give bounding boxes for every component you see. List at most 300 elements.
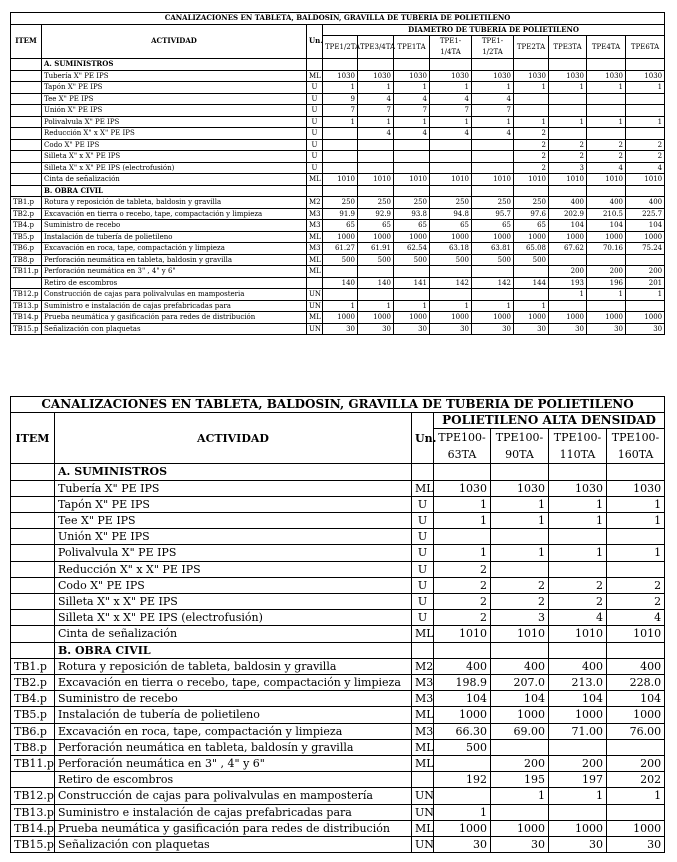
value-cell: 1000 — [430, 312, 472, 324]
value-cell — [549, 464, 607, 480]
value-cell: 400 — [434, 658, 491, 674]
value-cell: 1 — [434, 545, 491, 561]
activity-cell: Perforación neumática en 3" , 4" y 6" — [55, 756, 412, 772]
value-cell — [358, 185, 394, 197]
value-cell: 1000 — [549, 231, 587, 243]
item-cell: TB12.p — [11, 289, 42, 301]
value-cell — [587, 254, 626, 266]
table-row — [11, 804, 665, 820]
value-cell — [626, 300, 665, 312]
value-cell: 2 — [549, 577, 607, 593]
value-cell: 1030 — [549, 480, 607, 496]
value-cell: 400 — [587, 197, 626, 209]
item-cell — [11, 128, 42, 140]
value-cell: 2 — [549, 594, 607, 610]
value-cell — [358, 266, 394, 278]
value-cell: 1000 — [607, 820, 665, 836]
value-cell: 1010 — [549, 174, 587, 186]
table-row — [11, 480, 665, 496]
value-cell: 1000 — [587, 231, 626, 243]
value-cell: 200 — [549, 266, 587, 278]
value-cell — [323, 151, 358, 163]
value-cell — [394, 151, 430, 163]
value-cell: 1 — [607, 496, 665, 512]
value-cell — [549, 300, 587, 312]
value-cell — [394, 289, 430, 301]
value-cell: 193 — [549, 277, 587, 289]
value-cell — [358, 289, 394, 301]
column-header: TPE1/2TA — [323, 36, 358, 59]
table-row — [11, 545, 665, 561]
value-cell: 141 — [394, 277, 430, 289]
value-cell: 4 — [626, 162, 665, 174]
value-cell: 104 — [626, 220, 665, 232]
item-cell: TB6.p — [11, 243, 42, 255]
value-cell: 1030 — [430, 70, 472, 82]
activity-cell: Instalación de tubería de polietileno — [55, 707, 412, 723]
table-row — [11, 496, 665, 512]
value-cell: 30 — [626, 323, 665, 335]
value-cell — [472, 151, 514, 163]
value-cell: 500 — [430, 254, 472, 266]
table-row — [11, 116, 665, 128]
value-cell — [472, 162, 514, 174]
value-cell: 7 — [323, 105, 358, 117]
value-cell — [549, 739, 607, 755]
value-cell — [358, 162, 394, 174]
activity-cell: Codo X" PE IPS — [55, 577, 412, 593]
unit-header: Un. — [412, 413, 434, 464]
item-cell — [11, 529, 55, 545]
value-cell — [514, 266, 549, 278]
value-cell: 200 — [587, 266, 626, 278]
value-cell — [323, 59, 358, 71]
value-cell: 250 — [430, 197, 472, 209]
activity-cell: Tapón X" PE IPS — [42, 82, 307, 94]
value-cell: 1010 — [607, 626, 665, 642]
value-cell: 1 — [394, 116, 430, 128]
value-cell: 1000 — [549, 312, 587, 324]
value-cell: 1 — [549, 513, 607, 529]
value-cell: 97.6 — [514, 208, 549, 220]
value-cell: 2 — [587, 151, 626, 163]
value-cell — [430, 266, 472, 278]
value-cell — [430, 151, 472, 163]
value-cell: 1000 — [323, 312, 358, 324]
column-header: TPE3TA — [549, 36, 587, 59]
table-body — [11, 59, 665, 335]
table-row — [11, 739, 665, 755]
table-row — [11, 128, 665, 140]
value-cell: 1000 — [394, 231, 430, 243]
value-cell: 1010 — [394, 174, 430, 186]
value-cell: 144 — [514, 277, 549, 289]
table-row — [11, 70, 665, 82]
value-cell: 63.81 — [472, 243, 514, 255]
group-header: DIAMETRO DE TUBERIA DE POLIETILENO — [323, 24, 665, 36]
item-cell — [11, 277, 42, 289]
unit-cell: U — [412, 513, 434, 529]
table-row — [11, 513, 665, 529]
column-header: TPE4TA — [587, 36, 626, 59]
activity-cell: Excavación en roca, tape, compactación y limpieza — [42, 243, 307, 255]
unit-cell: U — [307, 151, 323, 163]
table-row — [11, 289, 665, 301]
table-row — [11, 626, 665, 642]
table-title: CANALIZACIONES EN TABLETA, BALDOSIN, GRAVILLA DE TUBERIA DE POLIETILENO — [11, 13, 665, 25]
value-cell — [587, 105, 626, 117]
value-cell: 1000 — [491, 707, 549, 723]
value-cell: 1030 — [358, 70, 394, 82]
activity-cell: Cinta de señalización — [55, 626, 412, 642]
item-cell — [11, 464, 55, 480]
value-cell: 198.9 — [434, 675, 491, 691]
unit-cell: U — [307, 139, 323, 151]
table-row — [11, 658, 665, 674]
item-cell: TB12.p — [11, 788, 55, 804]
value-cell: 1000 — [434, 820, 491, 836]
table-diametro-polietileno — [10, 12, 665, 335]
activity-cell: Rotura y reposición de tableta, baldosin y gravilla — [55, 658, 412, 674]
value-cell: 1010 — [587, 174, 626, 186]
value-cell: 1000 — [358, 312, 394, 324]
value-cell: 2 — [434, 561, 491, 577]
item-cell — [11, 610, 55, 626]
column-header: TPE6TA — [626, 36, 665, 59]
unit-cell: UN — [412, 804, 434, 820]
value-cell: 30 — [430, 323, 472, 335]
value-cell — [607, 804, 665, 820]
value-cell: 4 — [472, 93, 514, 105]
value-cell: 2 — [607, 577, 665, 593]
unit-cell: U — [307, 93, 323, 105]
value-cell — [549, 59, 587, 71]
value-cell: 1000 — [394, 312, 430, 324]
value-cell: 1000 — [358, 231, 394, 243]
value-cell — [394, 59, 430, 71]
value-cell: 2 — [514, 162, 549, 174]
table-polietileno-alta-densidad — [10, 396, 665, 853]
value-cell — [394, 266, 430, 278]
section-label: A. SUMINISTROS — [42, 59, 307, 71]
table-row — [11, 723, 665, 739]
value-cell — [549, 561, 607, 577]
unit-cell: U — [412, 610, 434, 626]
value-cell: 4 — [358, 93, 394, 105]
value-cell — [323, 289, 358, 301]
value-cell: 2 — [434, 610, 491, 626]
value-cell: 1000 — [549, 820, 607, 836]
activity-cell: Polivalvula X" PE IPS — [42, 116, 307, 128]
value-cell: 250 — [323, 197, 358, 209]
value-cell: 7 — [358, 105, 394, 117]
table-row — [11, 691, 665, 707]
activity-cell: Retiro de escombros — [42, 277, 307, 289]
activity-cell: Retiro de escombros — [55, 772, 412, 788]
value-cell — [430, 289, 472, 301]
value-cell: 7 — [430, 105, 472, 117]
value-cell: 1030 — [472, 70, 514, 82]
activity-cell: Señalización con plaquetas — [55, 837, 412, 853]
unit-cell: UN — [307, 300, 323, 312]
value-cell — [514, 289, 549, 301]
value-cell: 197 — [549, 772, 607, 788]
value-cell — [626, 254, 665, 266]
table-row — [11, 772, 665, 788]
table-body — [11, 464, 665, 853]
value-cell: 1000 — [472, 312, 514, 324]
value-cell: 4 — [549, 610, 607, 626]
value-cell: 4 — [430, 93, 472, 105]
value-cell: 1000 — [434, 707, 491, 723]
activity-cell: Reducción X" x X" PE IPS — [55, 561, 412, 577]
value-cell: 200 — [549, 756, 607, 772]
activity-cell: Suministro e instalación de cajas prefabricadas para — [42, 300, 307, 312]
unit-cell: ML — [412, 480, 434, 496]
value-cell: 4 — [394, 93, 430, 105]
activity-cell: Construcción de cajas para polivalvulas en mamposteria — [42, 289, 307, 301]
unit-cell: ML — [412, 756, 434, 772]
value-cell — [434, 529, 491, 545]
value-cell — [323, 185, 358, 197]
value-cell: 70.16 — [587, 243, 626, 255]
value-cell: 30 — [394, 323, 430, 335]
value-cell: 4 — [587, 162, 626, 174]
value-cell — [434, 788, 491, 804]
value-cell: 1 — [587, 116, 626, 128]
value-cell — [323, 266, 358, 278]
unit-cell: U — [307, 105, 323, 117]
value-cell: 104 — [434, 691, 491, 707]
value-cell: 1000 — [430, 231, 472, 243]
activity-cell: Perforación neumática en tableta, baldosin y gravilla — [42, 254, 307, 266]
table-row — [11, 162, 665, 174]
unit-cell: UN — [307, 289, 323, 301]
value-cell — [587, 128, 626, 140]
value-cell: 30 — [358, 323, 394, 335]
value-cell — [434, 464, 491, 480]
unit-cell: U — [307, 82, 323, 94]
table-row — [11, 139, 665, 151]
value-cell: 2 — [434, 594, 491, 610]
value-cell — [394, 185, 430, 197]
value-cell: 61.27 — [323, 243, 358, 255]
item-cell: TB4.p — [11, 220, 42, 232]
section-row — [11, 642, 665, 658]
value-cell: 1 — [607, 513, 665, 529]
value-cell: 1 — [514, 300, 549, 312]
table-row — [11, 105, 665, 117]
table-row — [11, 707, 665, 723]
value-cell: 104 — [549, 220, 587, 232]
value-cell: 1 — [323, 116, 358, 128]
value-cell: 30 — [472, 323, 514, 335]
activity-header: ACTIVIDAD — [42, 24, 307, 59]
column-header: TPE100-90TA — [491, 429, 549, 464]
value-cell — [626, 185, 665, 197]
value-cell: 1030 — [434, 480, 491, 496]
item-cell — [11, 162, 42, 174]
item-cell: TB13.p — [11, 804, 55, 820]
section-label: B. OBRA CIVIL — [55, 642, 412, 658]
activity-cell: Polivalvula X" PE IPS — [55, 545, 412, 561]
value-cell: 1 — [430, 300, 472, 312]
value-cell: 1030 — [514, 70, 549, 82]
table-row — [11, 323, 665, 335]
value-cell: 1000 — [472, 231, 514, 243]
value-cell: 92.9 — [358, 208, 394, 220]
value-cell: 140 — [358, 277, 394, 289]
value-cell: 1 — [491, 496, 549, 512]
value-cell: 65.08 — [514, 243, 549, 255]
value-cell: 1 — [491, 788, 549, 804]
value-cell — [430, 59, 472, 71]
value-cell: 3 — [549, 162, 587, 174]
unit-cell: ML — [307, 266, 323, 278]
activity-cell: Excavación en roca, tape, compactación y limpieza — [55, 723, 412, 739]
unit-cell: UN — [307, 323, 323, 335]
value-cell — [358, 151, 394, 163]
value-cell: 71.00 — [549, 723, 607, 739]
item-cell: TB5.p — [11, 707, 55, 723]
value-cell: 104 — [587, 220, 626, 232]
value-cell: 1000 — [514, 312, 549, 324]
value-cell — [472, 289, 514, 301]
value-cell: 91.9 — [323, 208, 358, 220]
value-cell: 1030 — [394, 70, 430, 82]
value-cell — [549, 254, 587, 266]
value-cell — [587, 300, 626, 312]
activity-cell: Unión X" PE IPS — [55, 529, 412, 545]
table-row — [11, 197, 665, 209]
activity-cell: Rotura y reposición de tableta, baldosin y gravilla — [42, 197, 307, 209]
unit-cell: ML — [307, 312, 323, 324]
item-cell: TB5.p — [11, 231, 42, 243]
table-title: CANALIZACIONES EN TABLETA, BALDOSIN, GRAVILLA DE TUBERIA DE POLIETILENO — [11, 397, 665, 413]
item-cell — [11, 139, 42, 151]
table-row — [11, 837, 665, 853]
value-cell: 200 — [607, 756, 665, 772]
value-cell: 2 — [549, 139, 587, 151]
activity-cell: Perforación neumática en 3" , 4" y 6" — [42, 266, 307, 278]
item-cell — [11, 82, 42, 94]
value-cell: 250 — [358, 197, 394, 209]
item-cell — [11, 480, 55, 496]
value-cell — [430, 185, 472, 197]
column-header: TPE3/4TA — [358, 36, 394, 59]
value-cell: 4 — [430, 128, 472, 140]
value-cell — [587, 93, 626, 105]
value-cell: 104 — [607, 691, 665, 707]
value-cell: 500 — [394, 254, 430, 266]
column-header: TPE1TA — [394, 36, 430, 59]
value-cell: 66.30 — [434, 723, 491, 739]
item-cell: TB11.p — [11, 266, 42, 278]
value-cell — [549, 529, 607, 545]
item-cell — [11, 772, 55, 788]
unit-cell: U — [412, 496, 434, 512]
value-cell: 65 — [472, 220, 514, 232]
value-cell: 500 — [514, 254, 549, 266]
value-cell — [607, 642, 665, 658]
value-cell: 1 — [358, 300, 394, 312]
value-cell: 201 — [626, 277, 665, 289]
item-cell: TB15.p — [11, 837, 55, 853]
unit-cell: U — [412, 594, 434, 610]
unit-cell: M3 — [412, 675, 434, 691]
value-cell — [607, 464, 665, 480]
unit-cell: U — [307, 116, 323, 128]
unit-cell: M3 — [307, 208, 323, 220]
value-cell: 1 — [472, 116, 514, 128]
value-cell: 2 — [491, 594, 549, 610]
activity-cell: Suministro e instalación de cajas prefabricadas para — [55, 804, 412, 820]
group-header: POLIETILENO ALTA DENSIDAD — [434, 413, 665, 429]
value-cell: 30 — [514, 323, 549, 335]
value-cell: 30 — [587, 323, 626, 335]
value-cell — [514, 93, 549, 105]
value-cell: 1010 — [472, 174, 514, 186]
unit-cell: ML — [307, 231, 323, 243]
column-header: TPE100-63TA — [434, 429, 491, 464]
value-cell: 1 — [323, 300, 358, 312]
activity-cell: Silleta X" x X" PE IPS — [55, 594, 412, 610]
activity-cell: Tubería X" PE IPS — [42, 70, 307, 82]
table-row — [11, 756, 665, 772]
value-cell: 200 — [491, 756, 549, 772]
table-row — [11, 277, 665, 289]
value-cell: 1 — [491, 545, 549, 561]
value-cell: 104 — [549, 691, 607, 707]
item-cell: TB8.p — [11, 739, 55, 755]
value-cell — [491, 529, 549, 545]
value-cell: 3 — [491, 610, 549, 626]
unit-header: Un. — [307, 24, 323, 59]
value-cell: 1000 — [491, 820, 549, 836]
item-cell — [11, 642, 55, 658]
item-header: ITEM — [11, 24, 42, 59]
unit-cell: U — [412, 529, 434, 545]
value-cell — [514, 105, 549, 117]
activity-cell: Excavación en tierra o recebo, tape, compactación y limpieza — [42, 208, 307, 220]
item-cell — [11, 577, 55, 593]
value-cell: 1000 — [514, 231, 549, 243]
value-cell: 76.00 — [607, 723, 665, 739]
value-cell — [394, 139, 430, 151]
unit-cell: ML — [307, 70, 323, 82]
value-cell: 1 — [434, 496, 491, 512]
unit-cell: M3 — [307, 220, 323, 232]
activity-cell: Perforación neumática en tableta, baldosín y gravilla — [55, 739, 412, 755]
table-row — [11, 300, 665, 312]
unit-cell: ML — [307, 254, 323, 266]
item-cell — [11, 59, 42, 71]
value-cell: 1 — [549, 289, 587, 301]
unit-cell: ML — [412, 820, 434, 836]
item-cell — [11, 594, 55, 610]
column-header: TPE100-160TA — [607, 429, 665, 464]
value-cell: 1010 — [491, 626, 549, 642]
value-cell: 225.7 — [626, 208, 665, 220]
value-cell: 1010 — [358, 174, 394, 186]
value-cell — [626, 105, 665, 117]
value-cell: 2 — [434, 577, 491, 593]
value-cell: 1 — [434, 804, 491, 820]
value-cell: 65 — [394, 220, 430, 232]
item-cell: TB2.p — [11, 675, 55, 691]
item-cell: TB1.p — [11, 658, 55, 674]
activity-cell: Señalización con plaquetas — [42, 323, 307, 335]
